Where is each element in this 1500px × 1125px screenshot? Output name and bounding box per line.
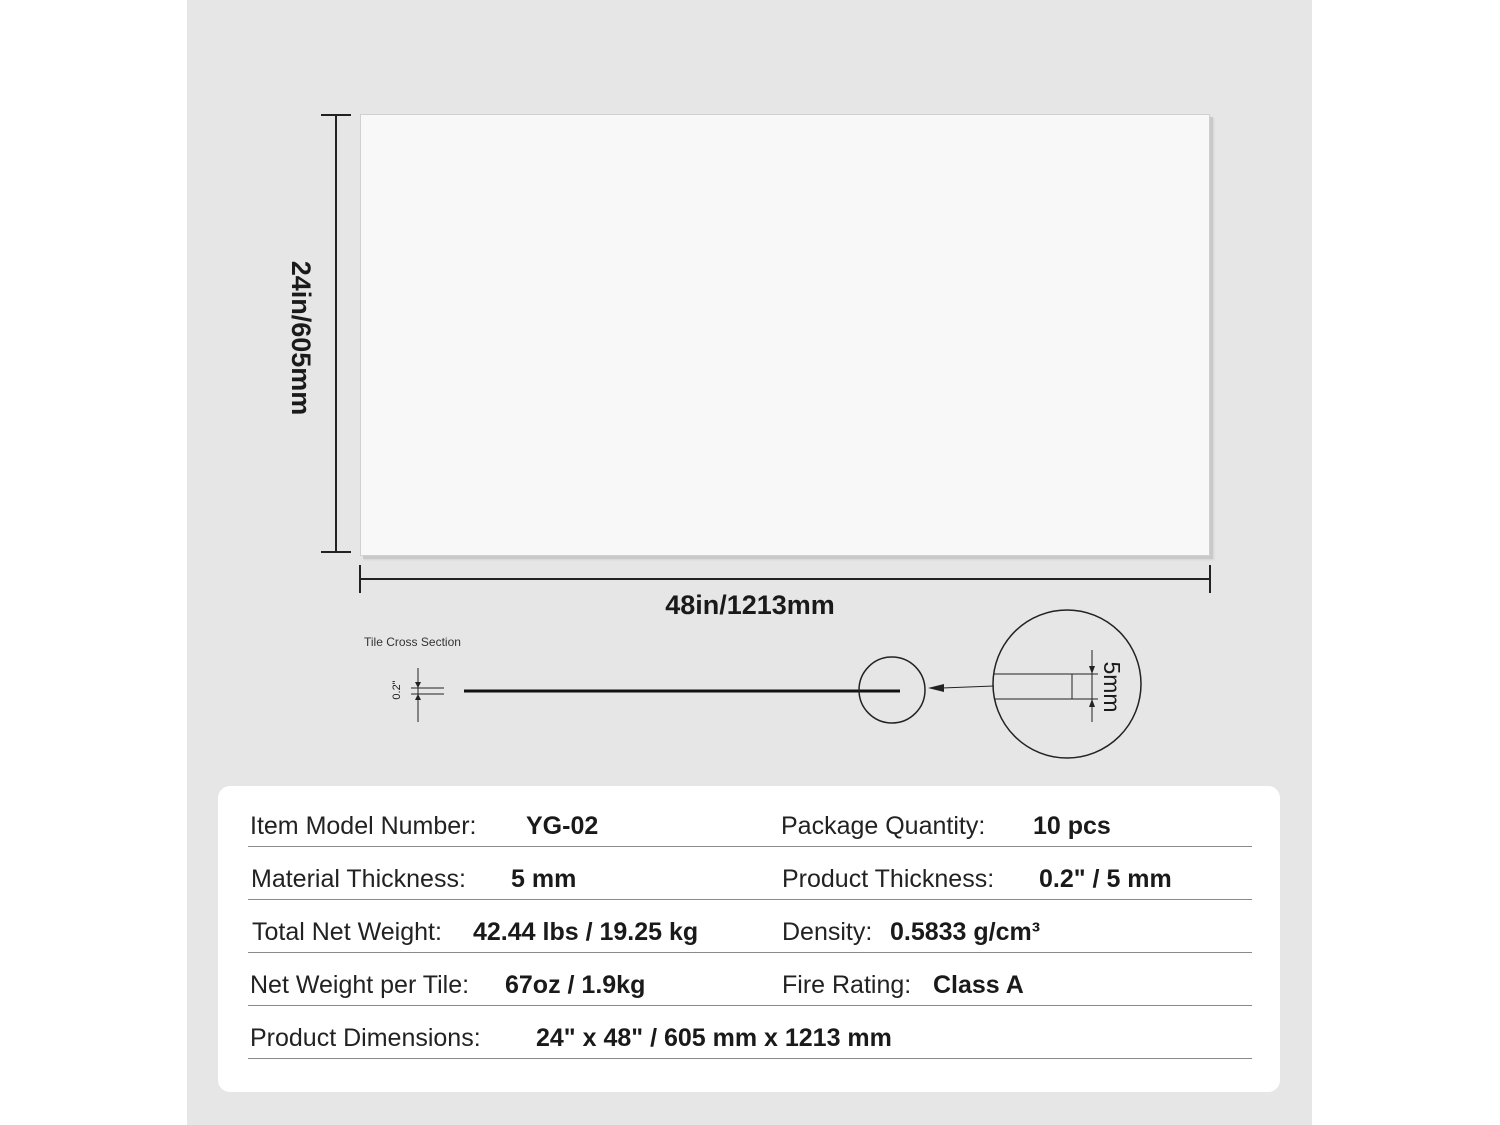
spec-row bbox=[248, 847, 1252, 900]
cross-section-title: Tile Cross Section bbox=[364, 635, 461, 649]
detail-arrow-line bbox=[942, 686, 994, 688]
spec-value: 0.2" / 5 mm bbox=[1039, 865, 1172, 893]
spec-value: 10 pcs bbox=[1033, 812, 1111, 840]
spec-row bbox=[248, 953, 1252, 1006]
spec-row bbox=[248, 794, 1252, 847]
spec-value: Class A bbox=[933, 971, 1024, 999]
spec-label: Item Model Number: bbox=[250, 812, 477, 840]
spec-value: 42.44 lbs / 19.25 kg bbox=[473, 918, 699, 946]
height-dimension-label: 24in/605mm bbox=[286, 260, 316, 416]
spec-value: 5 mm bbox=[511, 865, 577, 893]
spec-label: Density: bbox=[782, 918, 873, 946]
spec-value: 0.5833 g/cm³ bbox=[890, 918, 1041, 946]
spec-row bbox=[248, 1006, 1252, 1059]
spec-label: Total Net Weight: bbox=[252, 918, 442, 946]
spec-value: 24" x 48" / 605 mm x 1213 mm bbox=[536, 1024, 892, 1052]
spec-label: Product Thickness: bbox=[782, 865, 995, 893]
cross-section-thickness-label: 0.2" bbox=[391, 680, 403, 700]
spec-row bbox=[248, 900, 1252, 953]
spec-value: YG-02 bbox=[526, 812, 599, 840]
detail-thickness-label: 5mm bbox=[1099, 661, 1125, 713]
width-dimension-label: 48in/1213mm bbox=[665, 590, 835, 620]
spec-label: Fire Rating: bbox=[782, 971, 912, 999]
spec-label: Material Thickness: bbox=[251, 865, 466, 893]
row-divider bbox=[248, 1058, 1252, 1059]
spec-label: Net Weight per Tile: bbox=[250, 971, 470, 999]
spec-label: Package Quantity: bbox=[781, 812, 986, 840]
spec-label: Product Dimensions: bbox=[250, 1024, 481, 1052]
specifications-table bbox=[218, 786, 1280, 1092]
spec-value: 67oz / 1.9kg bbox=[505, 971, 646, 999]
detail-arrow-head bbox=[928, 684, 944, 692]
